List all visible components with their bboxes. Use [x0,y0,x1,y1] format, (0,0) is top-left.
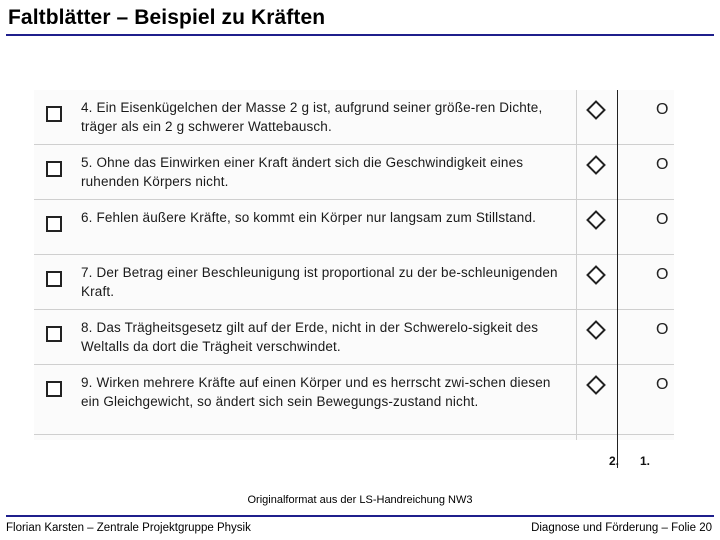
statement-text: 7. Der Betrag einer Beschleunigung ist proportional zu der be-schleunigenden Kraft. [81,265,558,299]
circle-marker: O [656,321,669,338]
footer-author: Florian Karsten – Zentrale Projektgruppe Physik [6,522,251,534]
statement-text: 8. Das Trägheitsgesetz gilt auf der Erde, nicht in der Schwerelo-sigkeit des Weltalls da dort die Trägheit verschwindet. [81,320,539,354]
statement-row [34,365,674,435]
checkbox[interactable] [46,271,62,287]
statement-row [34,200,674,255]
title-divider [6,34,714,36]
circle-marker: O [656,156,669,173]
checkbox[interactable] [46,216,62,232]
statement-row [34,145,674,200]
column-divider [617,90,618,468]
statement-row [34,310,674,365]
statement-text: 6. Fehlen äußere Kräfte, so kommt ein Körper nur langsam zum Stillstand. [81,210,537,225]
statement-row [34,90,674,145]
statement-text: 5. Ohne das Einwirken einer Kraft ändert sich die Geschwindigkeit eines ruhenden Körpers nicht. [81,155,524,189]
checkbox[interactable] [46,326,62,342]
diamond-marker [586,265,606,285]
circle-marker: O [656,211,669,228]
diamond-marker [586,155,606,175]
checkbox[interactable] [46,161,62,177]
statement-text: 4. Ein Eisenkügelchen der Masse 2 g ist, aufgrund seiner größe-ren Dichte, träger als ein 2 g schwerer Wattebausch. [81,100,543,134]
diamond-marker [586,375,606,395]
statement-row [34,255,674,310]
column-divider [576,90,577,440]
footer-slide-info: Diagnose und Förderung – Folie 20 [531,522,712,534]
statement-text: 9. Wirken mehrere Kräfte auf einen Körper und es herrscht zwi-schen diesen ein Gleichgewicht, so ändert sich sein Bewegungs-zustand nicht. [81,375,551,409]
column-label-first: 1. [640,454,651,468]
worksheet-scan [34,90,674,440]
diamond-marker [586,320,606,340]
checkbox[interactable] [46,381,62,397]
circle-marker: O [656,266,669,283]
circle-marker: O [656,101,669,118]
checkbox[interactable] [46,106,62,122]
statement-list [34,90,674,435]
slide-title: Faltblätter – Beispiel zu Kräften [8,6,326,29]
circle-marker: O [656,376,669,393]
diamond-marker [586,100,606,120]
column-label-second: 2. [609,454,620,468]
diamond-marker [586,210,606,230]
footer-divider [6,515,714,517]
source-caption: Originalformat aus der LS-Handreichung NW3 [247,494,473,506]
